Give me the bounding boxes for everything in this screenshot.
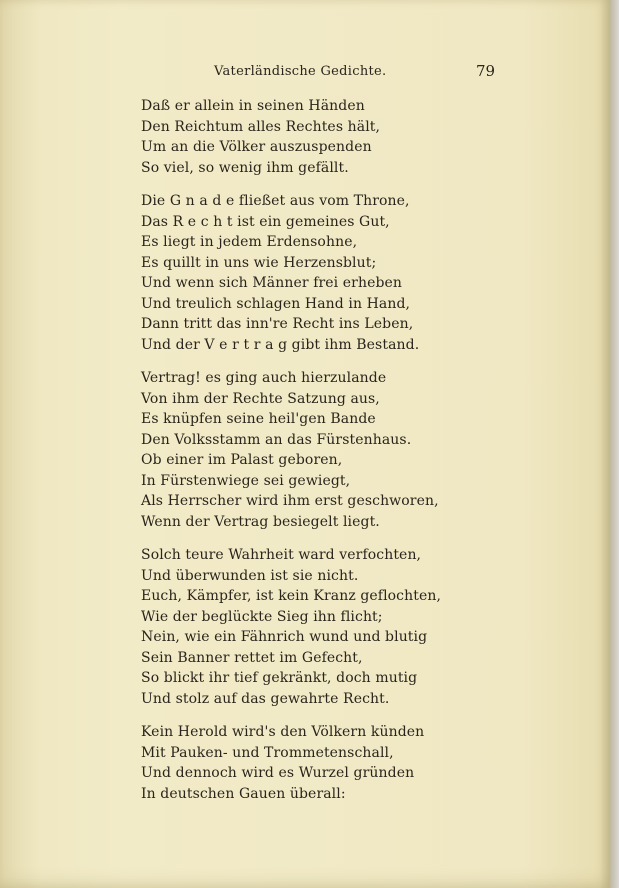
page-edge — [610, 0, 619, 888]
poem-line: So blickt ihr tief gekränkt, doch mutig — [141, 670, 418, 686]
poem-line: Und stolz auf das gewahrte Recht. — [141, 690, 390, 707]
page-number: 79 — [476, 62, 496, 80]
poem-line: Und überwunden ist sie nicht. — [141, 567, 359, 584]
poem — [141, 96, 581, 817]
poem-line: Den Reichtum alles Rechtes hält, — [141, 118, 381, 135]
poem-line: Und wenn sich Männer frei erheben — [141, 275, 403, 291]
poem-line: Nein, wie ein Fähnrich wund und blutig — [141, 629, 428, 645]
poem-line: Es knüpfen seine heil'gen Bande — [141, 411, 376, 427]
stanza-5 — [141, 722, 581, 804]
running-head — [0, 64, 610, 84]
stanza-4 — [141, 545, 581, 709]
poem-line: Daß er allein in seinen Händen — [141, 98, 365, 114]
poem-line: Mit Pauken- und Trommetenschall, — [141, 744, 394, 761]
poem-line: Solch teure Wahrheit ward verfochten, — [141, 547, 422, 563]
poem-line: Wie der beglückte Sieg ihn flicht; — [141, 608, 383, 625]
poem-line: Die G n a d e fließet aus vom Throne, — [141, 193, 410, 209]
poem-line: Es liegt in jedem Erdensohne, — [141, 234, 358, 250]
poem-line: Den Volksstamm an das Fürstenhaus. — [141, 431, 412, 448]
poem-line: Von ihm der Rechte Satzung aus, — [141, 390, 380, 407]
poem-line: Das R e c h t ist ein gemeines Gut, — [141, 213, 390, 230]
poem-line: Dann tritt das inn're Recht ins Leben, — [141, 316, 414, 332]
poem-line: Es quillt in uns wie Herzensblut; — [141, 254, 377, 271]
poem-line: Und treulich schlagen Hand in Hand, — [141, 295, 411, 312]
poem-line: Euch, Kämpfer, ist kein Kranz geflochten, — [141, 588, 442, 604]
poem-line: Wenn der Vertrag besiegelt liegt. — [141, 513, 380, 530]
poem-line: So viel, so wenig ihm gefällt. — [141, 159, 349, 176]
running-title: Vaterländische Gedichte. — [214, 64, 387, 79]
poem-line: Als Herrscher wird ihm erst geschworen, — [141, 493, 439, 509]
poem-line: Und der V e r t r a g gibt ihm Bestand. — [141, 336, 420, 353]
poem-line: In Fürstenwiege sei gewiegt, — [141, 472, 351, 489]
poem-line: Und dennoch wird es Wurzel gründen — [141, 765, 415, 781]
poem-line: Ob einer im Palast geboren, — [141, 452, 343, 468]
poem-line: In deutschen Gauen überall: — [141, 785, 346, 802]
stanza-1 — [141, 96, 581, 178]
poem-line: Sein Banner rettet im Gefecht, — [141, 649, 363, 666]
poem-line: Kein Herold wird's den Völkern künden — [141, 724, 425, 740]
poem-line: Um an die Völker auszuspenden — [141, 139, 372, 155]
stanza-2 — [141, 191, 581, 355]
poem-line: Vertrag! es ging auch hierzulande — [141, 370, 387, 386]
stanza-3 — [141, 368, 581, 532]
